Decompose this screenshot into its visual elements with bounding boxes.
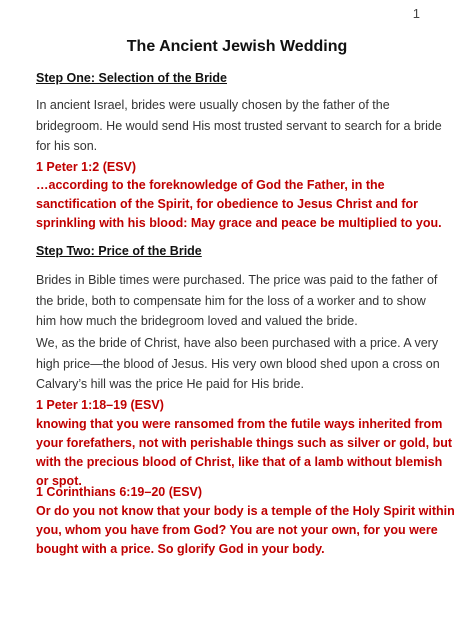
document-title: The Ancient Jewish Wedding [126, 38, 348, 55]
step-two-verse-2: Or do you not know that your body is a temple of the Holy Spirit within you, whom you have from God? You are not your own, for you were bought with a price. So glorify God in your body. [36, 504, 455, 556]
page-number: 1 [412, 6, 420, 21]
step-one-paragraph: In ancient Israel, brides were usually chosen by the father of the bridegroom. He would send His most trusted servant to search for a bride for his son. [36, 98, 442, 153]
step-two-heading: Step Two: Price of the Bride [36, 244, 202, 258]
step-one-heading: Step One: Selection of the Bride [36, 71, 227, 85]
step-two-verse-1: knowing that you were ransomed from the futile ways inherited from your forefathers, not with perishable things such as silver or gold, but with the precious blood of Christ, like that of a lamb without blemish or spot. [36, 417, 453, 488]
step-two-paragraph-2: We, as the bride of Christ, have also been purchased with a price. A very high price—the blood of Jesus. His very own blood shed upon a cross on Calvary’s hill was the price He paid for His bride. [36, 336, 440, 391]
step-two-reference-1: 1 Peter 1:18–19 (ESV) [36, 398, 164, 412]
step-one-reference: 1 Peter 1:2 (ESV) [36, 160, 137, 174]
step-two-paragraph-1: Brides in Bible times were purchased. The price was paid to the father of the bride, both to compensate him for the loss of a worker and to show him how much the bridegroom loved and valued the bride. [36, 273, 438, 328]
step-two-reference-2: 1 Corinthians 6:19–20 (ESV) [36, 485, 203, 499]
step-one-verse: …according to the foreknowledge of God the Father, in the sanctification of the Spirit, for obedience to Jesus Christ and for sprinkling with his blood: May grace and peace be multiplied to you. [36, 178, 442, 230]
